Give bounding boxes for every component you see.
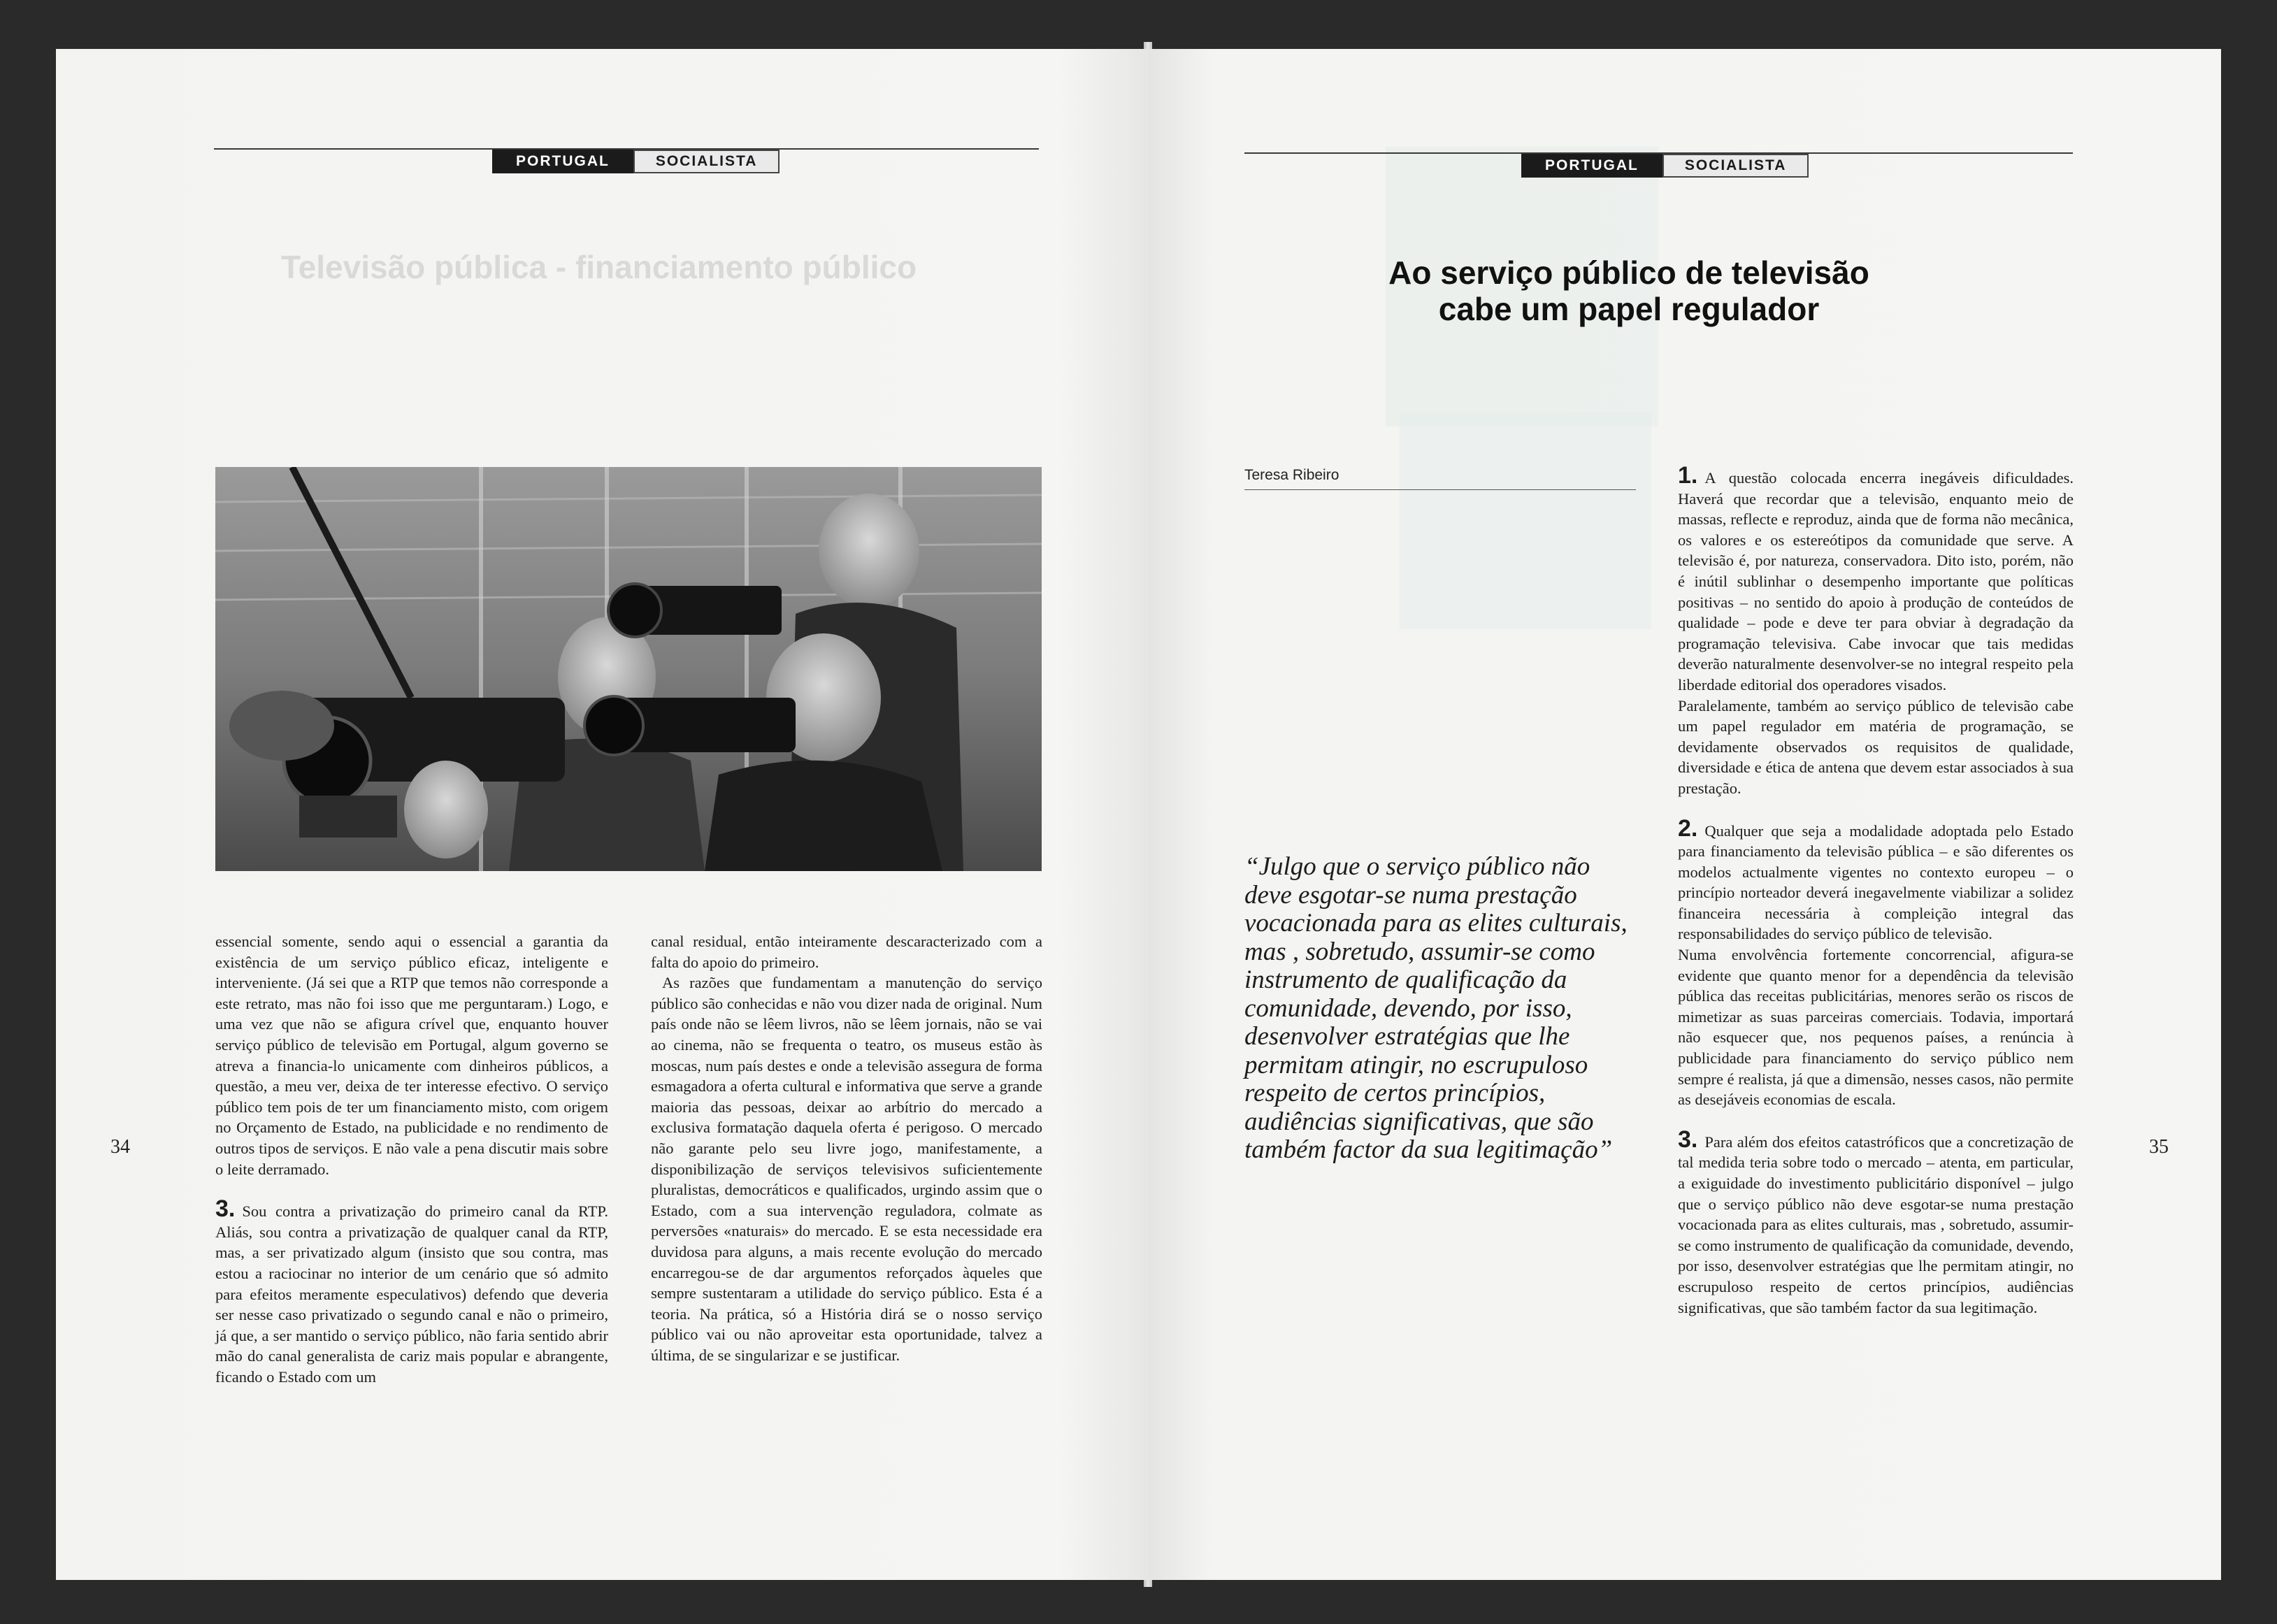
item-3-text: Para além dos efeitos catastróficos que a concretização de tal medida teria sobre todo o mercado – atenta, em particular, a exiguidade do investimento publicitário disponível – julgo que o serviço público não deve esgotar-se numa prestação vocacionada para as elites culturais, mas , sobretudo, assumir-se como instrumento de qualificação da comunidade, devendo, por isso, desenvolver estratégias que lhe permitam atingir, no escrupuloso respeito de certos princípios, audiências significativas, que são também factor da sua legitimação.: [1678, 1133, 2074, 1316]
right-column: [1678, 462, 2074, 1318]
item-number: 1.: [1678, 462, 1698, 489]
author-byline: Teresa Ribeiro: [1244, 467, 1339, 483]
item-2: [1678, 814, 2074, 945]
masthead-socialista: SOCIALISTA: [1662, 154, 1809, 178]
item-3: [1678, 1126, 2074, 1318]
paragraph: canal residual, então inteiramente descaracterizado com a falta do apoio do primeiro.: [651, 933, 1042, 971]
paragraph: As razões que fundamentam a manutenção do serviço público são conhecidas e não vou dizer nada de original. Num país onde não se lêem livros, não se lêem jornais, não se vai ao cinema, não se frequenta o teatro, os museus estão às moscas, num país destes e onde a televisão assegura de forma esmagadora a oferta cultural e informativa que serve a grande maioria das pessoas, deixar ao arbítrio do mercado a exclusiva formatação daquela oferta é perigoso. O mercado não garante pelo seu livre jogo, manifestamente, a disponibilização de serviços televisivos suficientemente pluralistas, democráticos e qualificados, urgindo assim que o Estado, com a sua intervenção reguladora, colmate as perversões «naturais» do mercado. E se esta necessidade era duvidosa para alguns, a mais recente evolução do mercado encarregou-se de dar argumentos reforçados àqueles que sempre sustentaram a utilidade do serviço público. Esta é a teoria. Na prática, só a História dirá se o nosso serviço público vai ou não aproveitar esta oportunidade, talvez a última, de se singularizar e se justificar.: [651, 974, 1042, 1364]
paragraph: essencial somente, sendo aqui o essencial a garantia da existência de um serviço público eficaz, inteligente e interveniente. (Já sei que a RTP que temos não corresponde a este retrato, mas não foi isso que me perguntaram.) Logo, e uma vez que não se afigura crível que, enquanto houver serviço público de televisão em Portugal, algum governo se atreva a financia-lo unicamente com dinheiros públicos, a questão, a meu ver, deixa de ter interesse efectivo. O serviço público tem pois de ter um financiamento misto, com origem no Orçamento de Estado, na publicidade e no rendimento de outros tipos de serviços. E não vale a pena discutir mais sobre o leite derramado.: [215, 933, 608, 1178]
camera-crew-photo: [215, 467, 1042, 871]
item-2-text: Qualquer que seja a modalidade adoptada pelo Estado para financiamento da televisão pública – e são diferentes os modelos actualmente vigentes no contexto europeu – o princípio norteador deverá inegavelmente viabilizar a solidez financeira necessária à compleição integral das responsabilidades do serviço público de televisão.: [1678, 821, 2074, 943]
paragraph: Numa envolvência fortemente concorrencial, afigura-se evidente que quanto menor for a dependência da televisão pública das receitas publicitárias, menores serão os riscos de mimetizar as suas parceiras comerciais. Todavia, importará não esquecer que, nos pequenos países, a renúncia à publicidade para financiamento do serviço público nem sempre é realista, já que a dimensão, nesses casos, não permite as desejáveis economias de escala.: [1678, 946, 2074, 1109]
item-1-text: A questão colocada encerra inegáveis dificuldades. Haverá que recordar que a televisão, enquanto meio de massas, reflecte e reproduz, ainda que de forma não mecânica, os valores e os estereótipos da comunidade que serve. A televisão é, por natureza, conservadora. Dito isto, porém, não é inútil sublinhar o desempenho importante que políticas positivas – no sentido do apoio à produção de conteúdos de qualidade – pode e deve ter para obviar à degradação da programação televisiva. Cabe invocar que tais medidas deverão naturalmente desenvolver-se no integral respeito pela liberdade editorial dos operadores visados.: [1678, 469, 2074, 694]
left-page: [56, 49, 1148, 1580]
paragraph: Paralelamente, também ao serviço público de televisão cabe um papel regulador em matéria de programação, se devidamente observados os requisitos de qualidade, diversidade e ética de antena que devem estar associados à sua prestação.: [1678, 696, 2074, 797]
masthead-portugal: PORTUGAL: [1521, 154, 1662, 178]
left-column-2: [651, 931, 1042, 1365]
bleed-through-title: Televisão pública - financiamento público: [281, 249, 917, 285]
masthead-socialista: SOCIALISTA: [633, 150, 780, 173]
page-number: 35: [2149, 1136, 2169, 1158]
masthead: [1521, 154, 1809, 178]
item-number: 2.: [1678, 814, 1698, 842]
bleed-through-block: [1400, 412, 1651, 629]
item-3-text: Sou contra a privatização do primeiro canal da RTP. Aliás, sou contra a privatização de qualquer canal da RTP, mas, a ser privatizado algum (insisto que sou contra, mas estou a raciocinar no interior de um cenário que só admito para efeitos meramente especulativos) defendo que deveria ser nesse caso privatizado o segundo canal e não o primeiro, já que, a ser mantido o serviço público, não faria sentido abrir mão do canal generalista de cariz mais popular e abrangente, ficando o Estado com um: [215, 1202, 608, 1386]
pull-quote: “Julgo que o serviço público não deve esgotar-se numa prestação vocacionada para as elites culturais, mas , sobretudo, assumir-se como instrumento de qualificação da comunidade, devendo, por isso, desenvolver estratégias que lhe permitam atingir, no escrupuloso respeito de certos princípios, audiências significativas, que são também factor da sua legitimação”: [1244, 852, 1628, 1164]
paragraph-item-3: [215, 1195, 608, 1387]
page-number: 34: [110, 1136, 130, 1158]
item-number: 3.: [215, 1195, 236, 1223]
masthead: [492, 150, 780, 173]
article-headline: [1328, 254, 1930, 327]
byline-rule: [1244, 489, 1636, 490]
masthead-portugal: PORTUGAL: [492, 150, 633, 173]
headline-line-2: cabe um papel regulador: [1438, 291, 1820, 327]
left-column-1: [215, 931, 608, 1387]
headline-line-1: Ao serviço público de televisão: [1388, 254, 1869, 291]
item-number: 3.: [1678, 1126, 1698, 1153]
item-1: [1678, 462, 2074, 696]
right-page: [1148, 49, 2221, 1580]
